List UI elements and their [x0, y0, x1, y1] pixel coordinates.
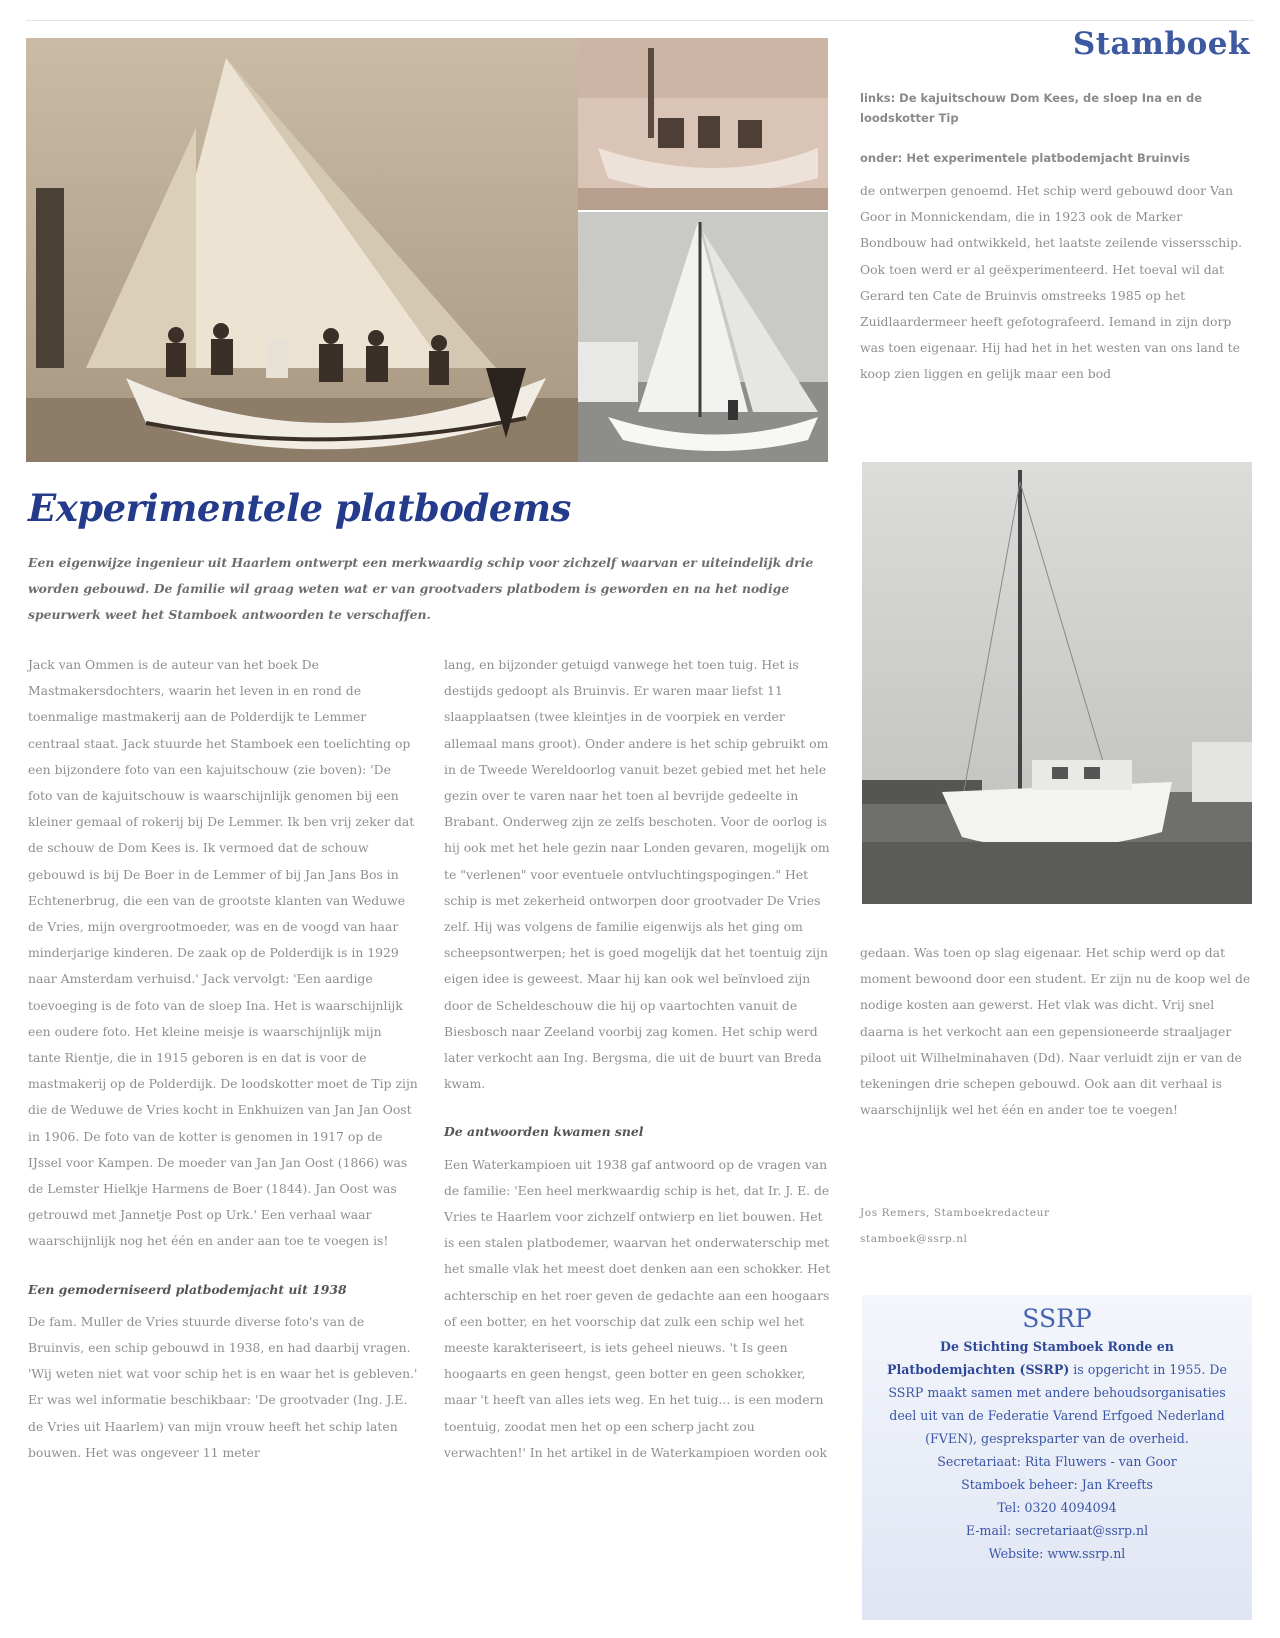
caption-top: links: De kajuitschouw Dom Kees, de sloep Ina en de loodskotter Tip — [860, 91, 1203, 125]
article-column-3-top — [860, 178, 1252, 388]
top-rule — [26, 20, 1254, 21]
photo-bruinvis — [862, 462, 1252, 904]
subhead-gemoderniseerd: Een gemoderniseerd platbodemjacht uit 1938 — [28, 1281, 347, 1297]
photo-kajuitschouw — [26, 38, 578, 462]
column-3-paragraph-1: de ontwerpen genoemd. Het schip werd gebouwd door Van Goor in Monnickendam, die in 1923 ook de Marker Bondbouw had ontwikkeld, het laatste zeilende vissersschip. Ook toen werd er al geëxperimenteerd. Het toeval wil dat Gerard ten Cate de Bruinvis omstreeks 1985 op het Zuidlaardermeer heeft gefotografeerd. Iemand in zijn dorp was toen eigenaar. Hij had het in het westen van ons land te koop zien liggen en gelijk maar een bod — [860, 183, 1243, 382]
column-1-paragraph-1: Jack van Ommen is de auteur van het boek De Mastmakersdochters, waarin het leven in en rond de toenmalige mastmakerij aan de Polderdijk te Lemmer centraal staat. Jack stuurde het Stamboek een toelichting op een bijzondere foto van een kajuitschouw (zie boven): 'De foto van de kajuitschouw is waarschijnlijk genomen bij een kleiner gemaal of rokerij bij De Lemmer. Ik ben vrij zeker dat de schouw de Dom Kees is. Ik vermoed dat de schouw gebouwd is bij De Boer in de Lemmer of bij Jan Jans Bos in Echtenerbrug, die een van de grootste klanten van Weduwe de Vries, mijn overgrootmoeder, was en de voogd van haar minderjarige kinderen. De zaak op de Polderdijk is in 1929 naar Amsterdam verhuisd.' Jack vervolgt: 'Een aardige toevoeging is de foto van de sloep Ina. Het is waarschijnlijk een oudere foto. Het kleine meisje is waarschijnlijk mijn tante Rientje, die in 1915 geboren is en dat is voor de mastmakerij op de Polderdijk. De loodskotter moet de Tip zijn die de Weduwe de Vries kocht in Enkhuizen van Jan Jan Oost in 1906. De foto van de kotter is genomen in 1917 op de IJssel voor Kampen. De moeder van Jan Jan Oost (1866) was de Lemster Hielkje Harmens de Boer (1844). Jan Oost was getrouwd met Jannetje Post op Urk.' Een verhaal waar waarschijnlijk nog het één en ander aan toe te voegen is! — [28, 657, 418, 1249]
ssrp-text: is opgericht in 1955. De SSRP maakt samen met andere behoudsorganisaties deel uit van de Federatie Varend Erfgoed Nederland (FVEN), gespreksparter van de overheid. — [888, 1362, 1227, 1446]
subhead-antwoorden: De antwoorden kwamen snel — [444, 1124, 644, 1140]
article-title: Experimentele platbodems — [28, 486, 571, 530]
article-column-2 — [444, 652, 834, 1466]
ssrp-secretary: Secretariaat: Rita Fluwers - van Goor — [937, 1454, 1177, 1469]
author-signature — [860, 1200, 1220, 1252]
photo-loodskotter-tip — [578, 212, 828, 462]
ssrp-stamboek: Stamboek beheer: Jan Kreefts — [961, 1477, 1153, 1492]
author-name: Jos Remers, Stamboekredacteur — [860, 1207, 1050, 1219]
article-column-3-bottom — [860, 940, 1252, 1123]
article-column-1 — [28, 652, 418, 1466]
ssrp-website: Website: www.ssrp.nl — [988, 1546, 1126, 1561]
photo-sloep-ina — [578, 38, 828, 210]
column-3-paragraph-2: gedaan. Was toen op slag eigenaar. Het schip werd op dat moment bewoond door een student. Er zijn nu de koop wel de nodige kosten aan gewerst. Het vlak was dicht. Vrij snel daarna is het verkocht aan een gepensioneerde straaljager piloot uit Wilhelminahaven (Dd). Naar verluidt zijn er van de tekeningen drie schepen gebouwd. Ook aan dit verhaal is waarschijnlijk wel het één en ander toe te voegen! — [860, 945, 1251, 1118]
ssrp-description — [862, 1333, 1252, 1565]
section-title: Stamboek — [1072, 26, 1250, 62]
column-1-paragraph-2: De fam. Muller de Vries stuurde diverse foto's van de Bruinvis, een schip gebouwd in 1938, en had daarbij vragen. 'Wij weten niet wat voor schip het is en waar het is gebleven.' Er was wel informatie beschikbaar: 'De grootvader (Ing. J.E. de Vries uit Haarlem) van mijn vrouw heeft het schip laten bouwen. Het was ongeveer 11 meter — [28, 1313, 418, 1460]
article-lead: Een eigenwijze ingenieur uit Haarlem ontwerpt een merkwaardig schip voor zichzelf waarvan er uiteindelijk drie worden gebouwd. De familie wil graag weten wat er van grootvaders platbodem is geworden en na het nodige speurwerk weet het Stamboek antwoorden te verschaffen. — [28, 555, 814, 622]
ssrp-email: E-mail: secretariaat@ssrp.nl — [965, 1523, 1149, 1538]
ssrp-info-box — [862, 1295, 1252, 1620]
caption-bottom: onder: Het experimentele platbodemjacht Bruinvis — [860, 151, 1191, 165]
column-2-paragraph-2: Een Waterkampioen uit 1938 gaf antwoord op de vragen van de familie: 'Een heel merkwaardig schip is het, dat Ir. J. E. de Vries te Haarlem voor zichzelf ontwierp en liet bouwen. Het is een stalen platbodemer, waarvan het onderwaterschip met het smalle vlak het meest doet denken aan een schokker. Het achterschip en het roer geven de gedachte aan een hoogaars of een botter, en het voorschip dat zulk een schip wel het meeste karakteriseert, is iets geheel nieuws. 't Is geen hoogaarts en geen hengst, geen botter en geen schokker, maar 't heeft van alles iets weg. En het tuig... is een modern toentuig, zoodat men het op een scherp jacht zou verwachten!' In het artikel in de Waterkampioen worden ook — [444, 1156, 831, 1460]
ssrp-org-name: De Stichting Stamboek Ronde en Platbodemjachten (SSRP) — [887, 1339, 1174, 1377]
ssrp-title: SSRP — [1022, 1304, 1092, 1333]
ssrp-tel: Tel: 0320 4094094 — [997, 1500, 1117, 1515]
column-2-paragraph-1: lang, en bijzonder getuigd vanwege het toen tuig. Het is destijds gedoopt als Bruinvis. Er waren maar liefst 11 slaapplaatsen (twee kleintjes in de voorpiek en verder allemaal mans groot). Onder andere is het schip gebruikt om in de Tweede Wereldoorlog vanuit bezet gebied met het hele gezin over te varen naar het toen al bevrijde gedeelte in Brabant. Onderweg zijn ze zelfs beschoten. Voor de oorlog is hij ook met het hele gezin naar Londen gevaren, mogelijk om te "verlenen" voor eventuele ontvluchtingspogingen." Het schip is met zekerheid ontworpen door grootvader De Vries zelf. Hij was volgens de familie eigenwijs als het ging om scheepsontwerpen; het is goed mogelijk dat het toentuig zijn eigen idee is geweest. Maar hij kan ook wel beïnvloed zijn door de Scheldeschouw die hij op vaartochten vanuit de Biesbosch naar Zeeland voorbij zag komen. Het schip werd later verkocht aan Ing. Bergsma, die uit de buurt van Breda kwam. — [444, 657, 830, 1092]
author-email: stamboek@ssrp.nl — [860, 1233, 968, 1245]
